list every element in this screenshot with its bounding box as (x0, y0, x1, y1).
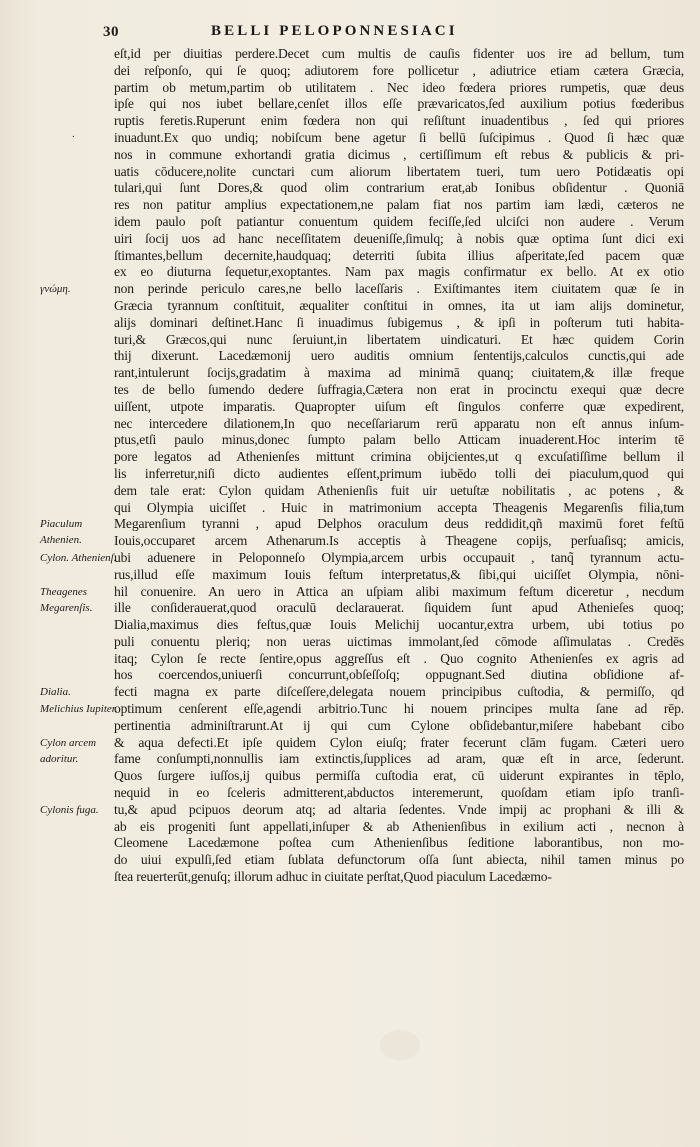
text-line: ille conſiderauerat,quod oraculū declarauerat. ſiquidem ſunt apud Athenieſes quoq; (114, 600, 684, 616)
text-line: rus,illud eſſe maximum Iouis feſtum interpretatus,& ſibi,qui uiciſſet Olympia, nōni- (114, 566, 684, 582)
text-line: alijs dominari deſtinet.Hanc ſi inuadimus ſubigemus , & ipſi in poſterum tuti habita- (114, 314, 684, 330)
text-line: optimum cenſerent eſſe,agendi arbitrio.Tunc hi nouem principes multa ſane ad rēp. (114, 701, 684, 717)
text-line: itaq; Cylon ſe recte ſentire,opus aggreſſus eſt . Quo cognito Athenienſes ex agris ad (114, 650, 684, 666)
text-line: tulari,qui ſunt Dores,& quod olim contrarium erat,ab Ionibus obſidentur . Quoniā (114, 180, 684, 196)
text-line: Græcia tyrannum conſtituit, æqualiter conſtitui in omnes, ita ut iam alijs dominetur, (114, 297, 684, 313)
text-line: ipſe qui nos iubet bellare,cenſet illos eſſe prævaricatos,ſed auxilium potius fœderibus (114, 96, 684, 112)
margin-note-cylon-arcem: Cylon arcem adoritur. (40, 736, 97, 765)
margin-note-dialia: Dialia. (40, 686, 71, 699)
page-header (95, 20, 685, 44)
text-line: tes de bello ſumendo dedere ſuffragia,Cætera non erat in procinctu exequi quæ decre (114, 381, 684, 397)
text-line: fame conſumpti,nonnullis iam extinctis,ſupplices ad aram, quæ eſt in arce, ſederunt. (114, 751, 684, 767)
text-line: pore legatos ad Athenienſes mittunt crimina obijcientes,ut q excuſatiſſime bellum il (114, 449, 684, 465)
text-line: ab eis progeniti ſunt appellati,inſuper & ab Athenienſibus in exilium acti , necnon à (114, 818, 684, 834)
text-line: dei reſponſo, qui ſe quoq; adiutorem fore pollicetur , adiutrice etiam cætera Græcia, (114, 62, 684, 78)
margin-note-mark-1: · (72, 132, 75, 143)
text-line: eſt,id per diuitias perdere.Decet cum multis de cauſis fidenter uos ire ad bellum, tum (114, 46, 684, 61)
text-line: hos coercendos,uniuerſi concurrunt,obſeſſoſq; oppugnant.Sed diutina obſidione af- (114, 667, 684, 683)
text-line: ex eo diuturna ſequetur,exoptantes. Nam pax magis confirmatur ex bello. At ex otio (114, 264, 684, 280)
margin-note-theagenes: Theagenes Megarenſis. (40, 585, 93, 614)
text-line: idem paulo poſt patiantur conuentum quidem feciſſe,ſed ulciſci non audere . Verum (114, 213, 684, 229)
margin-notes (22, 46, 118, 906)
text-line: fecti magna ex parte diſceſſere,delegata nouem principibus cuſtodia, & permiſſo, qd (114, 684, 684, 700)
text-line: ſtea reuerterūt,genuſq; illorum adhuc in ciuitate perſtat,Quod piaculum Lacedæmo- (114, 869, 552, 885)
page-number: 30 (103, 24, 119, 40)
text-line: qui Olympia uiciſſet . Huic in matrimonium accepta Theagenis Megarenſis filia,tum (114, 499, 684, 515)
text-line: & aqua defecti.Et ipſe quidem Cylon eiuſq; frater fecerunt clām fugam. Cæteri uero (114, 734, 684, 750)
margin-note-gnome: γνώμη. (40, 283, 71, 296)
text-line: ubi aduenere in Peloponneſo Olympia,arcem urbis occupauit , tanq̃ tyrannum actu- (114, 549, 684, 565)
text-line: ruptis feretis.Ruperunt enim fœdera non qui reſiſtunt inuadentibus , ſed qui priores (114, 113, 684, 129)
margin-note-cylon-atheniens: Cylon. Athenienſ. (40, 552, 117, 564)
text-line: nec intercedere dilationem,In quo neceſſariarum rerū apparatu non eſt annus inſum- (114, 415, 684, 431)
text-line: hil conuenire. An uero in Attica an uſpiam alibi maximum feſtum diceretur , necdum (114, 583, 684, 599)
body-text (114, 46, 684, 886)
text-line: rant,intulerunt ſocijs,gradatim à maxima ad minimā quanq; ciuitatem,& illæ freque (114, 365, 684, 381)
text-line: uiſſent, utpote imparatis. Quapropter uiſum eſt ſingulos conferre quæ expedirent, (114, 398, 684, 414)
paper-stain (380, 1030, 420, 1060)
text-line: thij dixerunt. Lacedæmonij uero auditis omnium ſententijs,calculos cunctis,qui ade (114, 348, 684, 364)
margin-note-melichius: Melichius Iupiter. (40, 703, 118, 716)
text-line: turi,& Græcos,qui nunc ſeruiunt,in libertatem uindicaturi. Et hæc quidem Corin (114, 331, 684, 347)
text-line: dem tale erat: Cylon quidam Athenienſis fuit uir uetuſtæ nobilitatis , ac potens , & (114, 482, 684, 498)
text-line: Cleomene Lacedæmone poſtea cum Athenienſibus ſeditione laborantibus, non mo- (114, 835, 684, 851)
text-line: res non patitur amplius expectationem,ne palam fiat nos partim iam lædi, cæteros ne (114, 197, 684, 213)
margin-note-cylonis-fuga: Cylonis fuga. (40, 804, 99, 816)
text-line: nos in commune exhortandi gratia dicimus , certiſſimum eſt rebus & publicis & pri- (114, 146, 684, 162)
text-line: Quos ſurgere iuſſos,ij quibus permiſſa cuſtodia erat, cū uiderunt expirantes in tēplo, (114, 768, 684, 784)
running-title: BELLI PELOPONNESIACI (211, 23, 458, 39)
text-line: lis inferretur,niſi dicto audientes eſſent,primum iubēdo tolli dei piaculum,quod qui (114, 465, 684, 481)
text-line: inuadunt.Ex quo undiq; nobiſcum bene agetur ſi bellū ſuſcipimus . Quod ſi hæc quæ (114, 129, 684, 145)
text-line: Megarenſium tyranni , apud Delphos oraculum deus reddidit,qñ maximū foret feſtū (114, 516, 684, 532)
margin-note-piaculum: Piaculum Athenien. (40, 518, 83, 547)
text-line: ſtimantes,bellum decernite,haudquaq; deterriti ſubita illius aſperitate,ſed pacem quæ (114, 247, 684, 263)
text-line: Iouis,occuparet arcem Athenarum.Is acceptis à Theagene copijs, perſuaſisq; amicis, (114, 533, 684, 549)
text-line: uiri ſocij uos ad hanc neceſſitatem deueniſſe,ſimulq; à nobis quæ optima ſunt dici exi (114, 230, 684, 246)
text-line: non perinde periculo cares,ne bello laceſſaris . Exiſtimantes item ciuitatem quæ ſe in (114, 281, 684, 297)
text-line: partim ob metum,partim ob utilitatem . Nec ideo fœdera priores rumpetis, quæ deus (114, 79, 684, 95)
text-line: ptus,etſi paulo minus,donec ſumpto palam bello Atticam inuaderent.Hoc interim tē (114, 432, 684, 448)
text-line: tu,& apud pcipuos deorum atq; ad altaria ſedentes. Vnde impij ac prophani & illi & (114, 801, 684, 817)
text-line: do uiui expulſi,ſed etiam ſublata defunctorum oſſa ſunt abiecta, nihil tamen minus po (114, 852, 684, 868)
text-line: nequid in eo ſceleris admitterent,abductos interemerunt, quoſdam etiam ipſo tranſi- (114, 785, 684, 801)
text-line: puli conuentu pleriq; non ueras uictimas immolant,ſed cōmode aſſimulatas . Credēs (114, 633, 684, 649)
text-line: uatis cōducere,nolite cunctari cum aliorum libertatem tueri, tum uero Potidæatis opi (114, 163, 684, 179)
text-line: pertinentia adminiſtrarunt.At ij qui cum Cylone obſidebantur,miſere habebant cibo (114, 717, 684, 733)
text-line: Dialia,maximus dies feſtus,quæ Iouis Melichij uocantur,extra urbem, ubi totius po (114, 617, 684, 633)
